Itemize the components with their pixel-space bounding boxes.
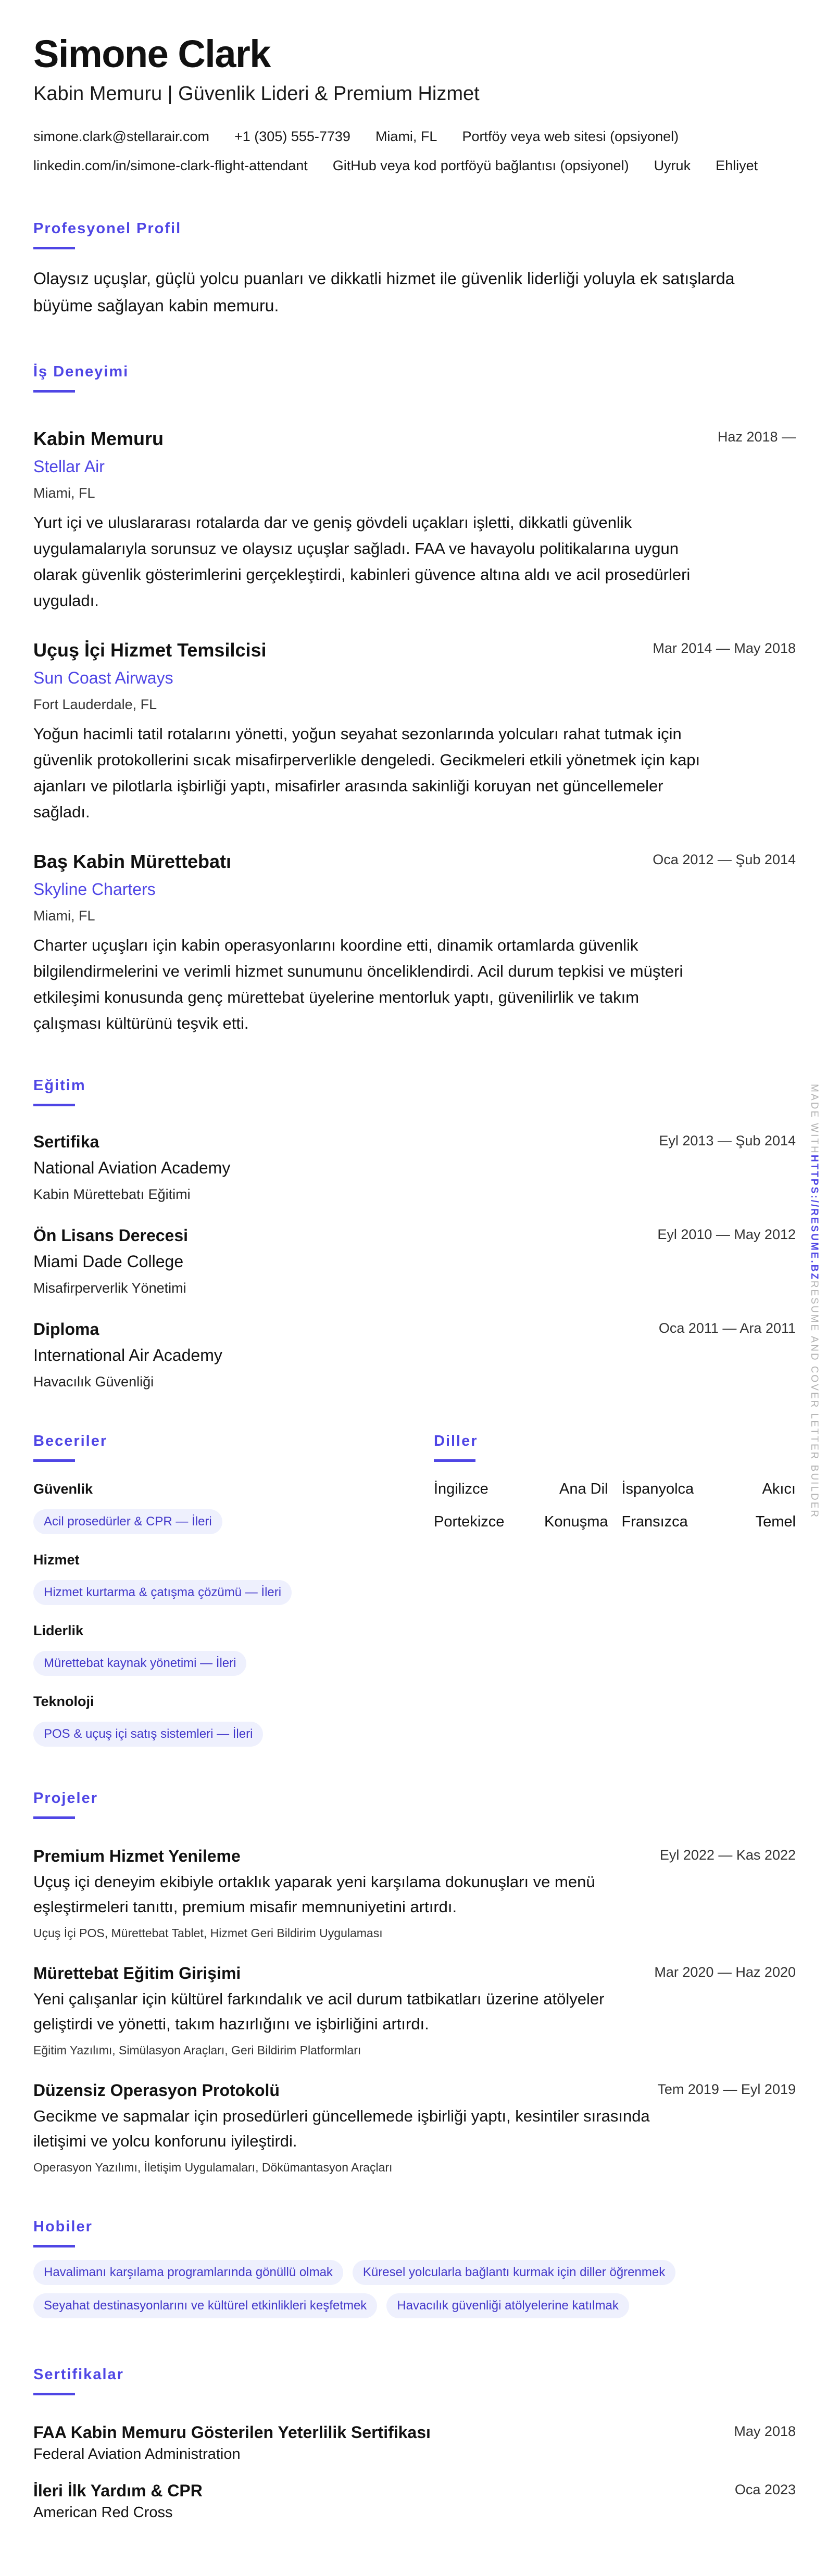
project-title: Düzensiz Operasyon Protokolü (33, 2081, 280, 2100)
section-heading: İş Deneyimi (33, 363, 129, 380)
section-heading: Profesyonel Profil (33, 220, 182, 237)
section-divider (33, 390, 75, 393)
job-title: Baş Kabin Mürettebatı (33, 851, 232, 872)
contact-license: Ehliyet (716, 158, 758, 173)
education-degree: Ön Lisans Derecesi (33, 1226, 189, 1245)
skill-chip: Acil prosedürler & CPR — İleri (33, 1509, 222, 1534)
project-date: Eyl 2022 — Kas 2022 (659, 1847, 796, 1863)
banner-prefix: MADE WITH (809, 1084, 820, 1155)
project-description: Yeni çalışanlar için kültürel farkındalık ve acil durum tatbikatları üzerine atölyeler geliştirdi ve yönetti, takım hazırlığını ve işbirliğini artırdı. (33, 1990, 605, 2033)
section-heading: Diller (434, 1433, 478, 1449)
education-item (33, 1130, 796, 1205)
section-heading: Hobiler (33, 2218, 93, 2235)
job-description: Charter uçuşları için kabin operasyonlarını koordine etti, dinamik ortamlarda güvenlik bilgilendirmelerini ve verimli hizmet sunumunu önceliklendirdi. Acil durum tepkisi ve müşteri etkileşimi konusunda genç mürettebat üyelerine mentorluk yaptı, güvenilirlik ve takım çalışması kültürünü teşvik etti. (33, 936, 683, 1032)
certification-date: Oca 2023 (734, 2482, 796, 2497)
education-degree: Sertifika (33, 1132, 99, 1151)
hobby-list (33, 2260, 736, 2318)
education-school: International Air Academy (33, 1346, 222, 1365)
section-divider (33, 2245, 75, 2247)
hobbies-section (33, 2216, 796, 2318)
project-description: Gecikme ve sapmalar için prosedürleri güncellemede işbirliği yaptı, kesintiler sırasında iletişimi ve yolcu konforunu iyileştirdi. (33, 2107, 650, 2150)
language-name: İngilizce (434, 1481, 488, 1497)
profile-section (33, 218, 796, 319)
job-company: Skyline Charters (33, 880, 156, 899)
section-divider (33, 2393, 75, 2395)
contact-portfolio[interactable]: Portföy veya web sitesi (opsiyonel) (462, 129, 679, 144)
language-item (434, 1511, 608, 1532)
skills-section (33, 1431, 434, 1747)
hobby-chip: Havacılık güvenliği atölyelerine katılmak (386, 2293, 629, 2318)
project-item (33, 1845, 796, 1942)
section-divider (434, 1459, 475, 1462)
skill-group-name: Liderlik (33, 1623, 84, 1638)
skill-chip: POS & uçuş içi satış sistemleri — İleri (33, 1722, 263, 1747)
language-level: Temel (755, 1513, 796, 1530)
project-title: Mürettebat Eğitim Girişimi (33, 1964, 241, 1982)
certification-title: İleri İlk Yardım & CPR (33, 2481, 203, 2500)
project-title: Premium Hizmet Yenileme (33, 1847, 241, 1865)
certification-org: American Red Cross (33, 2504, 173, 2521)
skill-group-name: Hizmet (33, 1552, 80, 1568)
certifications-section (33, 2364, 796, 2523)
skills-languages-row (33, 1431, 796, 1747)
candidate-name: Simone Clark (33, 32, 270, 75)
section-heading: Sertifikalar (33, 2366, 124, 2383)
experience-item (33, 849, 796, 1037)
skill-group-name: Güvenlik (33, 1481, 93, 1497)
project-item (33, 1962, 796, 2060)
section-heading: Projeler (33, 1790, 98, 1807)
banner-link[interactable]: HTTPS://RESUME.BZ (809, 1154, 820, 1281)
skill-group (33, 1479, 434, 1534)
section-heading: Beceriler (33, 1433, 108, 1449)
section-divider (33, 1816, 75, 1819)
section-divider (33, 1459, 75, 1462)
education-item (33, 1318, 796, 1392)
job-title: Kabin Memuru (33, 428, 164, 449)
experience-item (33, 426, 796, 614)
banner-suffix: RESUME AND COVER LETTER BUILDER (809, 1280, 820, 1519)
education-date: Eyl 2013 — Şub 2014 (659, 1133, 796, 1148)
section-divider (33, 247, 75, 249)
hobby-chip: Küresel yolcularla bağlantı kurmak için diller öğrenmek (353, 2260, 675, 2285)
education-section (33, 1075, 796, 1392)
language-name: Portekizce (434, 1513, 505, 1530)
skill-group-name: Teknoloji (33, 1694, 94, 1709)
job-description: Yurt içi ve uluslararası rotalarda dar ve geniş gövdeli uçakları işletti, dikkatli güvenlik uygulamalarıyla sorunsuz ve olaysız uçuşlar sağladı. FAA ve havayolu politikalarına uygun olarak güvenlik gösterimlerini gerçekleştirdi, kabinleri güvence altına aldı ve acil prosedürleri uyguladı. (33, 513, 691, 610)
section-heading: Eğitim (33, 1077, 86, 1094)
skill-group (33, 1549, 434, 1605)
language-level: Konuşma (544, 1513, 608, 1530)
education-item (33, 1224, 796, 1298)
certification-item (33, 2479, 796, 2523)
certification-org: Federal Aviation Administration (33, 2446, 241, 2463)
education-degree: Diploma (33, 1320, 99, 1338)
project-date: Mar 2020 — Haz 2020 (654, 1964, 796, 1980)
hobby-chip: Havalimanı karşılama programlarında gönüllü olmak (33, 2260, 343, 2285)
education-school: Miami Dade College (33, 1252, 184, 1271)
job-date: Haz 2018 — (717, 429, 796, 445)
certification-date: May 2018 (734, 2423, 796, 2439)
contact-location: Miami, FL (375, 129, 437, 144)
job-company: Stellar Air (33, 457, 105, 476)
job-location: Miami, FL (33, 485, 95, 501)
made-with-banner (808, 1084, 820, 1519)
job-location: Miami, FL (33, 908, 95, 924)
language-item (622, 1511, 796, 1532)
resume-header (33, 32, 796, 180)
languages-section (434, 1431, 796, 1747)
contact-phone[interactable]: +1 (305) 555-7739 (234, 129, 350, 144)
job-description: Yoğun hacimli tatil rotalarını yönetti, yoğun seyahat sezonlarında yolcuları rahat tutmak için güvenlik protokollerini sıcak misafirperverlikle dengeledi. Gecikmeleri etkili yönetmek için kapı ajanları ve pilotlarla işbirliği yaptı, misafirler arasında sakinliği koruyan net güncellemeler sağladı. (33, 725, 700, 821)
section-divider (33, 1104, 75, 1106)
education-field: Havacılık Güvenliği (33, 1374, 154, 1390)
job-title: Uçuş İçi Hizmet Temsilcisi (33, 639, 267, 661)
language-item (622, 1479, 796, 1499)
language-level: Akıcı (762, 1481, 796, 1497)
certification-item (33, 2421, 796, 2465)
candidate-subtitle: Kabin Memuru | Güvenlik Lideri & Premium Hizmet (33, 83, 480, 105)
education-field: Kabin Mürettebatı Eğitimi (33, 1186, 191, 1202)
language-name: Fransızca (621, 1513, 688, 1530)
job-company: Sun Coast Airways (33, 668, 173, 687)
contact-email[interactable]: simone.clark@stellarair.com (33, 129, 210, 144)
project-date: Tem 2019 — Eyl 2019 (657, 2081, 796, 2097)
project-description: Uçuş içi deneyim ekibiyle ortaklık yaparak yeni karşılama dokunuşları ve menü eşleştirmeleri tanıttı, premium misafir memnuniyetini artırdı. (33, 1873, 595, 1916)
contact-list (33, 122, 796, 180)
job-date: Oca 2012 — Şub 2014 (653, 852, 796, 867)
language-item (434, 1479, 608, 1499)
language-list (434, 1479, 796, 1532)
project-tech: Operasyon Yazılımı, İletişim Uygulamaları, Dökümantasyon Araçları (33, 2161, 393, 2174)
education-date: Eyl 2010 — May 2012 (657, 1227, 796, 1242)
skill-chip: Hizmet kurtarma & çatışma çözümü — İleri (33, 1580, 292, 1605)
language-name: İspanyolca (621, 1481, 694, 1497)
education-date: Oca 2011 — Ara 2011 (658, 1320, 796, 1336)
skill-chip: Mürettebat kaynak yönetimi — İleri (33, 1651, 246, 1676)
job-date: Mar 2014 — May 2018 (653, 640, 796, 656)
job-location: Fort Lauderdale, FL (33, 697, 157, 712)
contact-linkedin[interactable]: linkedin.com/in/simone-clark-flight-attendant (33, 158, 308, 173)
language-level: Ana Dil (559, 1481, 608, 1497)
project-item (33, 2079, 796, 2177)
contact-github[interactable]: GitHub veya kod portföyü bağlantısı (opsiyonel) (332, 158, 629, 173)
experience-item (33, 638, 796, 825)
projects-section (33, 1788, 796, 2177)
project-tech: Eğitim Yazılımı, Simülasyon Araçları, Geri Bildirim Platformları (33, 2043, 361, 2057)
contact-nationality: Uyruk (654, 158, 691, 173)
project-tech: Uçuş İçi POS, Mürettebat Tablet, Hizmet Geri Bildirim Uygulaması (33, 1926, 383, 1940)
education-field: Misafirperverlik Yönetimi (33, 1280, 186, 1296)
resume-page (33, 0, 796, 2523)
profile-text: Olaysız uçuşlar, güçlü yolcu puanları ve dikkatli hizmet ile güvenlik liderliği yoluyla ek satışlarda büyüme sağlayan kabin memuru. (33, 269, 735, 315)
skill-group (33, 1691, 434, 1747)
certification-title: FAA Kabin Memuru Gösterilen Yeterlilik Sertifikası (33, 2423, 431, 2442)
skill-group (33, 1620, 434, 1676)
education-school: National Aviation Academy (33, 1158, 231, 1177)
experience-section (33, 361, 796, 1037)
hobby-chip: Seyahat destinasyonlarını ve kültürel etkinlikleri keşfetmek (33, 2293, 377, 2318)
